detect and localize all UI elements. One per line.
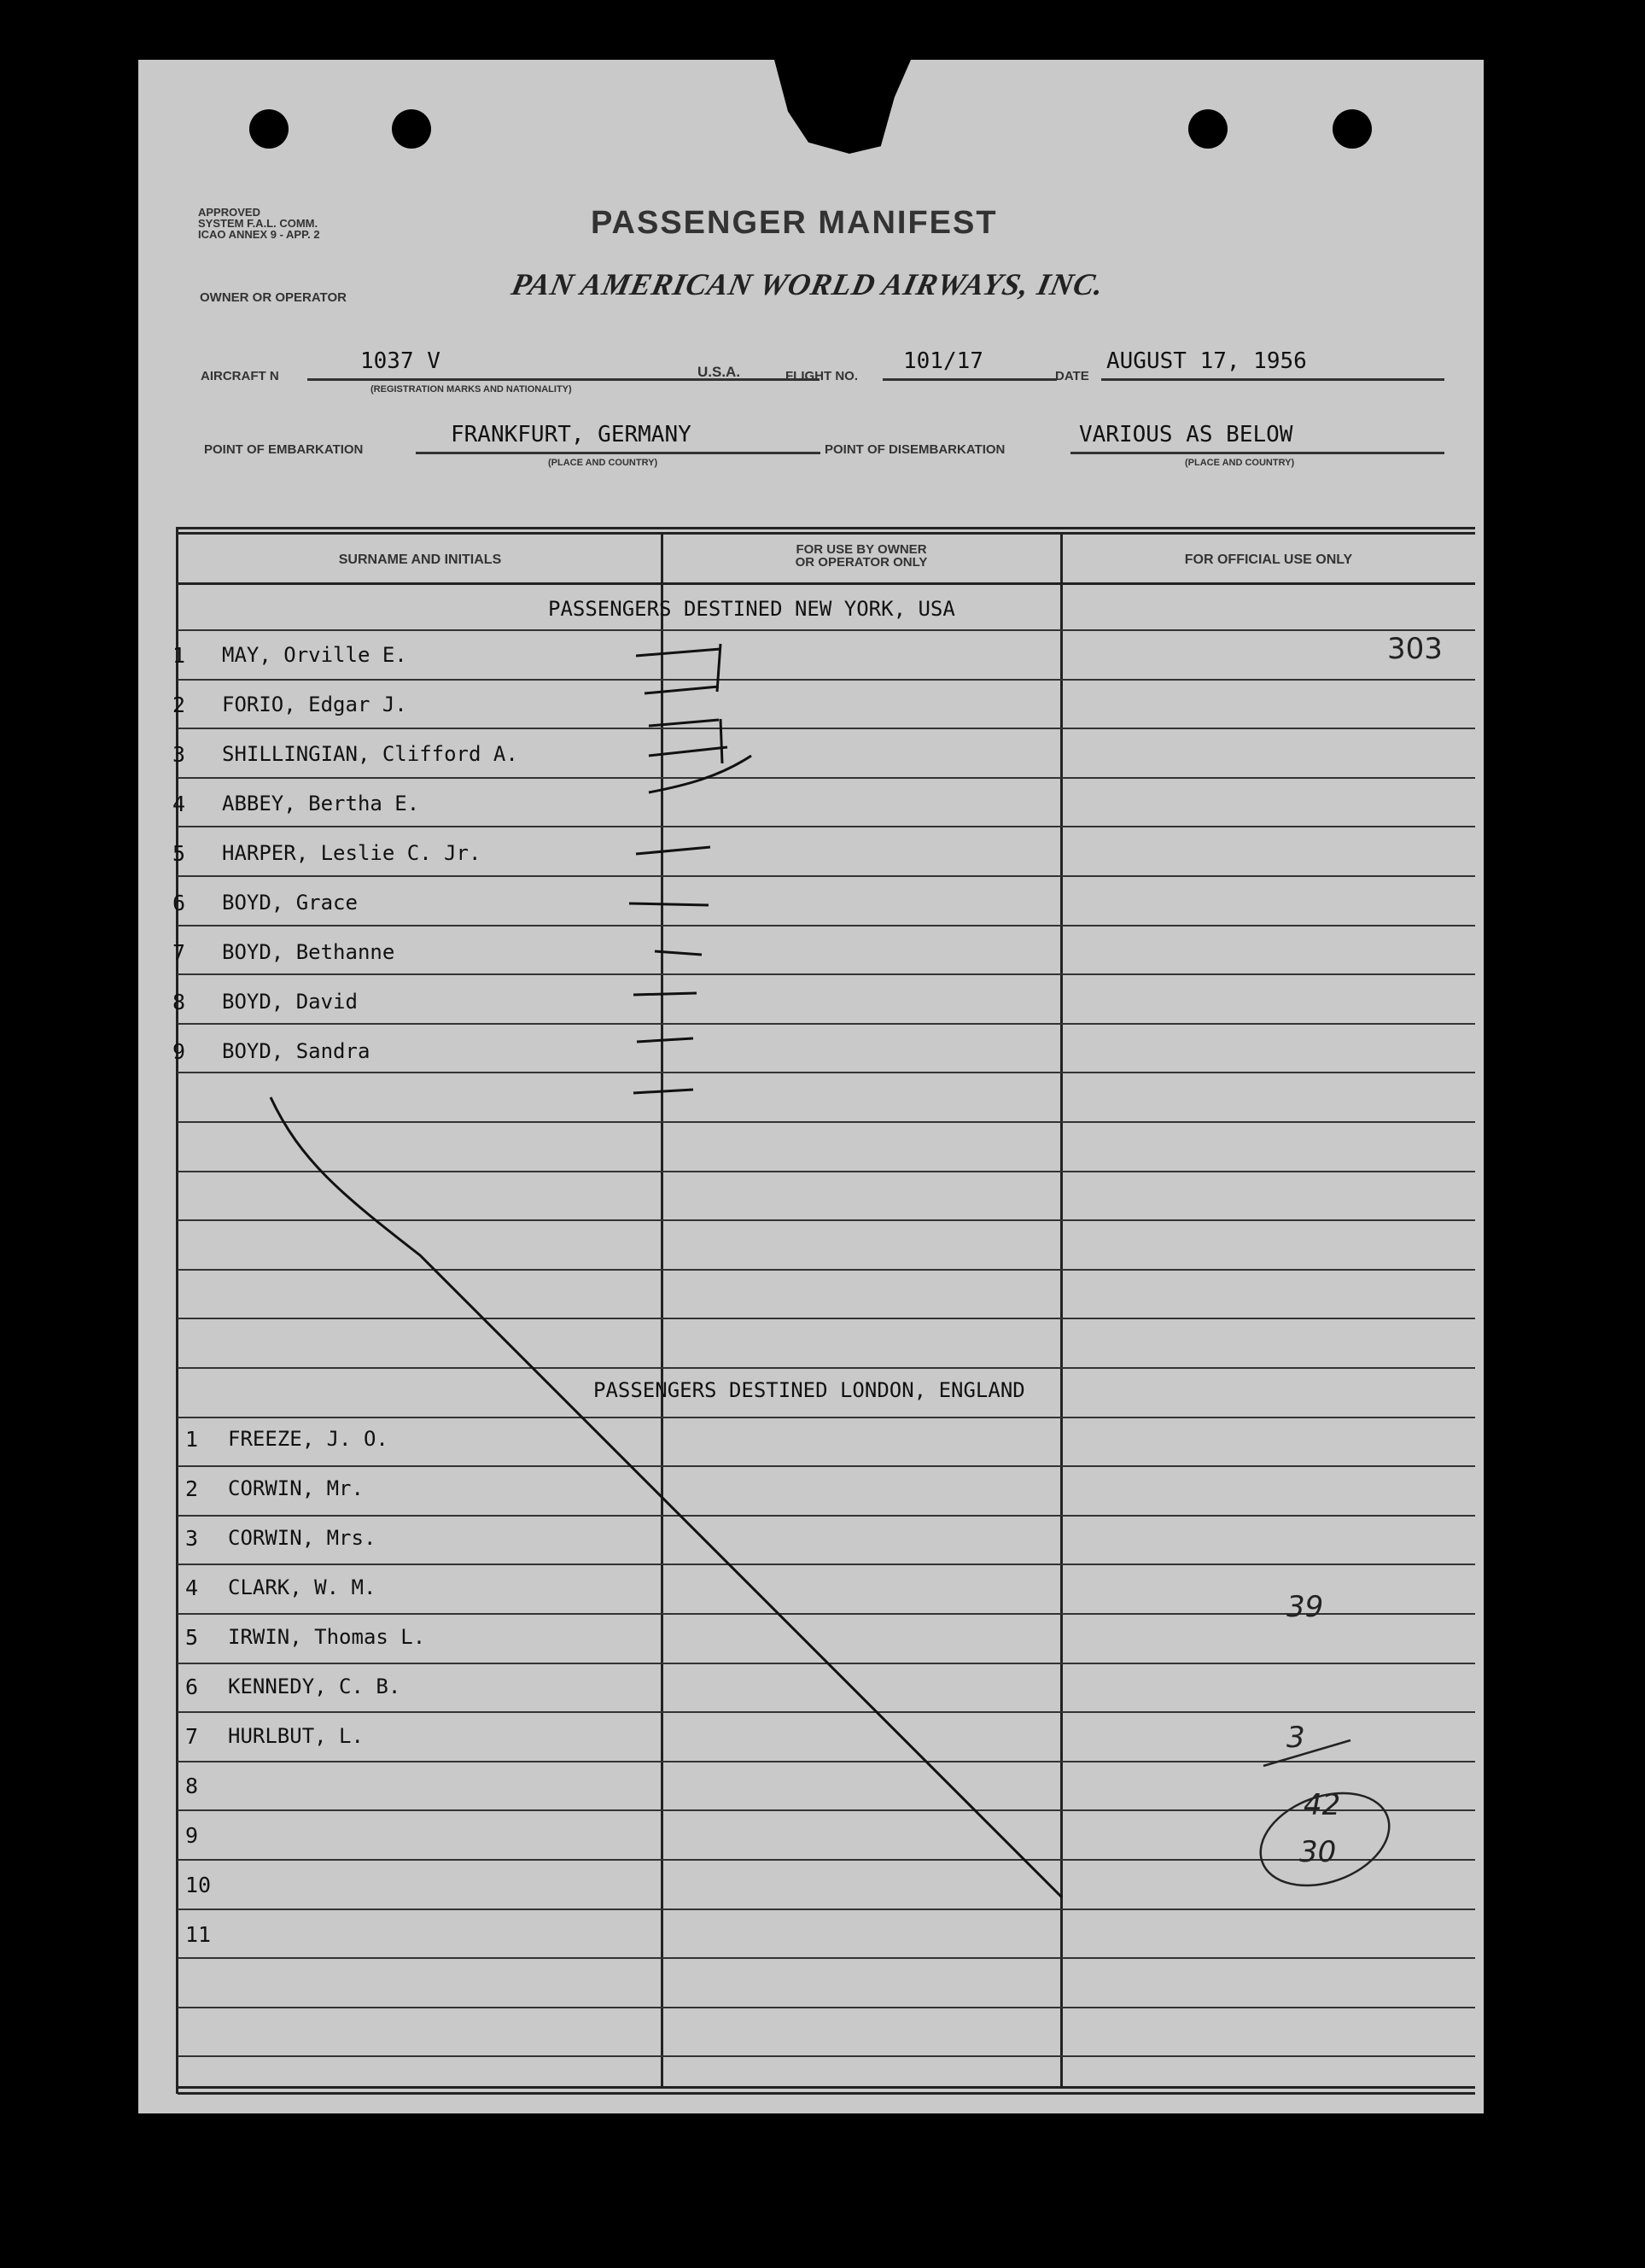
section-heading-london: PASSENGERS DESTINED LONDON, ENGLAND [593, 1378, 1025, 1402]
row-number: 6 [172, 891, 186, 915]
row-number: 9 [185, 1823, 199, 1848]
passenger-name: SHILLINGIAN, Clifford A. [222, 742, 518, 766]
row-number: 1 [172, 643, 186, 668]
date-value: AUGUST 17, 1956 [1106, 348, 1307, 374]
owner-label: OWNER OR OPERATOR [200, 290, 347, 305]
passenger-name: BOYD, Grace [222, 891, 358, 915]
handwriting-overlay [138, 60, 1484, 2113]
disembarkation-value: VARIOUS AS BELOW [1079, 422, 1293, 447]
row-number: 5 [172, 841, 186, 866]
tally-figure-4: 30 [1299, 1835, 1337, 1869]
check-marks [629, 644, 751, 1093]
passenger-name: HARPER, Leslie C. Jr. [222, 841, 481, 865]
approval-line-2: SYSTEM F.A.L. COMM. [198, 217, 318, 230]
col-header-official: FOR OFFICIAL USE ONLY [1184, 552, 1353, 567]
tally-figure-1: 39 [1286, 1590, 1324, 1624]
diagonal-cancel-stroke [271, 1097, 1062, 1897]
embark-caption: (PLACE AND COUNTRY) [548, 458, 658, 468]
passenger-name: CORWIN, Mr. [228, 1476, 364, 1500]
official-use-number: 303 [1387, 632, 1443, 666]
approval-line-3: ICAO ANNEX 9 - APP. 2 [198, 228, 320, 241]
date-label: DATE [1055, 369, 1089, 383]
row-number: 3 [185, 1526, 199, 1551]
row-number: 2 [172, 693, 186, 717]
owner-col-line-1: FOR USE BY OWNER [796, 542, 927, 557]
aircraft-caption: (REGISTRATION MARKS AND NATIONALITY) [370, 384, 572, 395]
row-number: 9 [172, 1039, 186, 1064]
passenger-name: ABBEY, Bertha E. [222, 792, 420, 815]
row-number: 2 [185, 1476, 199, 1501]
section-heading-new-york: PASSENGERS DESTINED NEW YORK, USA [548, 597, 955, 621]
row-number: 11 [185, 1922, 212, 1947]
passenger-name: CLARK, W. M. [228, 1575, 376, 1599]
row-number: 8 [172, 990, 186, 1014]
approval-line-1: APPROVED [198, 206, 260, 219]
row-number: 4 [185, 1575, 199, 1600]
official-tally-figures [1286, 1590, 1340, 1869]
row-number: 6 [185, 1675, 199, 1699]
manifest-page [138, 60, 1484, 2113]
passenger-name: CORWIN, Mrs. [228, 1526, 376, 1550]
flight-no-label: FLIGHT NO. [785, 369, 858, 383]
disembarkation-label: POINT OF DISEMBARKATION [825, 442, 1006, 457]
row-number: 7 [185, 1724, 199, 1749]
owner-col-line-2: OR OPERATOR ONLY [795, 555, 928, 570]
passenger-name: FREEZE, J. O. [228, 1427, 388, 1451]
row-number: 3 [172, 742, 186, 767]
passenger-name: BOYD, David [222, 990, 358, 1014]
row-number: 1 [185, 1427, 199, 1452]
passenger-name: KENNEDY, C. B. [228, 1675, 401, 1698]
embarkation-value: FRANKFURT, GERMANY [451, 422, 691, 447]
operator-name: PAN AMERICAN WORLD AIRWAYS, INC. [508, 267, 1108, 301]
row-number: 8 [185, 1774, 199, 1798]
tally-figure-3: 42 [1304, 1788, 1341, 1822]
row-number: 7 [172, 940, 186, 965]
row-number: 10 [185, 1873, 212, 1897]
row-number: 5 [185, 1625, 199, 1650]
tally-figure-2: 3 [1286, 1721, 1305, 1755]
passenger-name: MAY, Orville E. [222, 643, 407, 667]
passenger-name: FORIO, Edgar J. [222, 693, 407, 716]
embarkation-label: POINT OF EMBARKATION [204, 442, 364, 457]
col-header-surname: SURNAME AND INITIALS [338, 552, 502, 567]
page-title: PASSENGER MANIFEST [591, 205, 998, 241]
passenger-name: IRWIN, Thomas L. [228, 1625, 426, 1649]
aircraft-label: AIRCRAFT N [201, 369, 279, 383]
flight-no-value: 101/17 [903, 348, 983, 374]
country-label: U.S.A. [697, 364, 741, 380]
aircraft-value: 1037 V [360, 348, 440, 374]
passenger-name: BOYD, Sandra [222, 1039, 370, 1063]
disembark-caption: (PLACE AND COUNTRY) [1185, 458, 1295, 468]
passenger-name: HURLBUT, L. [228, 1724, 364, 1748]
passenger-name: BOYD, Bethanne [222, 940, 395, 964]
row-number: 4 [172, 792, 186, 816]
